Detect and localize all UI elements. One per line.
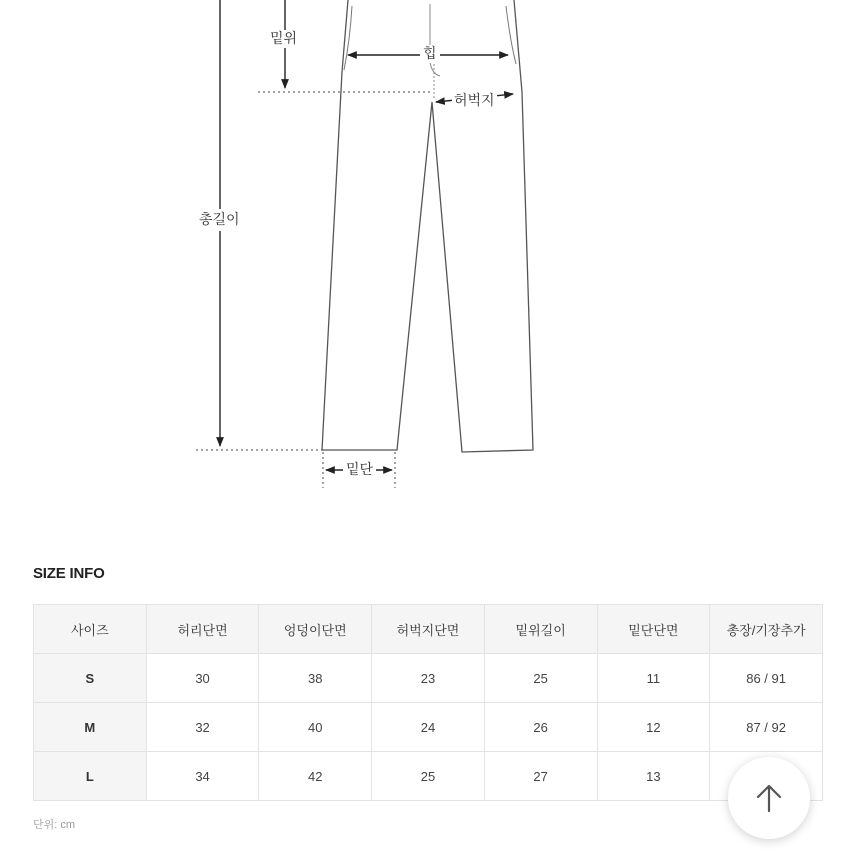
thigh-label: 허벅지 — [454, 93, 495, 109]
size-table — [33, 604, 823, 801]
header-cell: 밑위길이 — [484, 605, 597, 654]
table-cell: 11 — [597, 654, 710, 703]
table-cell: 12 — [597, 703, 710, 752]
unit-note: 단위: cm — [33, 819, 76, 831]
table-row — [34, 654, 823, 703]
hip-label: 힙 — [420, 45, 440, 63]
table-cell: 26 — [484, 703, 597, 752]
size-cell: M — [34, 703, 147, 752]
table-cell: 32 — [146, 703, 259, 752]
table-cell: 87 / 92 — [710, 703, 823, 752]
table-row — [34, 703, 823, 752]
table-cell: 42 — [259, 752, 372, 801]
table-cell: 25 — [484, 654, 597, 703]
table-cell: 38 — [259, 654, 372, 703]
table-cell: 30 — [146, 654, 259, 703]
rise-label: 밑위 — [270, 31, 298, 47]
table-cell: 86 / 91 — [710, 654, 823, 703]
table-cell: 24 — [372, 703, 485, 752]
pants-outline — [322, 0, 533, 452]
total-length-label: 총길이 — [199, 209, 240, 231]
arrow-up-icon — [752, 781, 786, 815]
hem-label: 밑단 — [343, 461, 376, 479]
table-cell: 25 — [372, 752, 485, 801]
scroll-to-top-button[interactable] — [728, 757, 810, 839]
table-cell: 13 — [597, 752, 710, 801]
table-cell: 34 — [146, 752, 259, 801]
size-info-title: SIZE INFO — [33, 565, 105, 582]
header-cell: 허리단면 — [146, 605, 259, 654]
header-cell: 사이즈 — [34, 605, 147, 654]
table-cell: 23 — [372, 654, 485, 703]
table-cell: 27 — [484, 752, 597, 801]
size-cell: S — [34, 654, 147, 703]
header-cell: 밑단단면 — [597, 605, 710, 654]
table-row — [34, 752, 823, 801]
fly-stitch — [430, 4, 440, 76]
header-cell: 엉덩이단면 — [259, 605, 372, 654]
table-cell: 40 — [259, 703, 372, 752]
size-cell: L — [34, 752, 147, 801]
size-table-header-row — [34, 605, 823, 654]
header-cell: 총장/기장추가 — [710, 605, 823, 654]
header-cell: 허벅지단면 — [372, 605, 485, 654]
